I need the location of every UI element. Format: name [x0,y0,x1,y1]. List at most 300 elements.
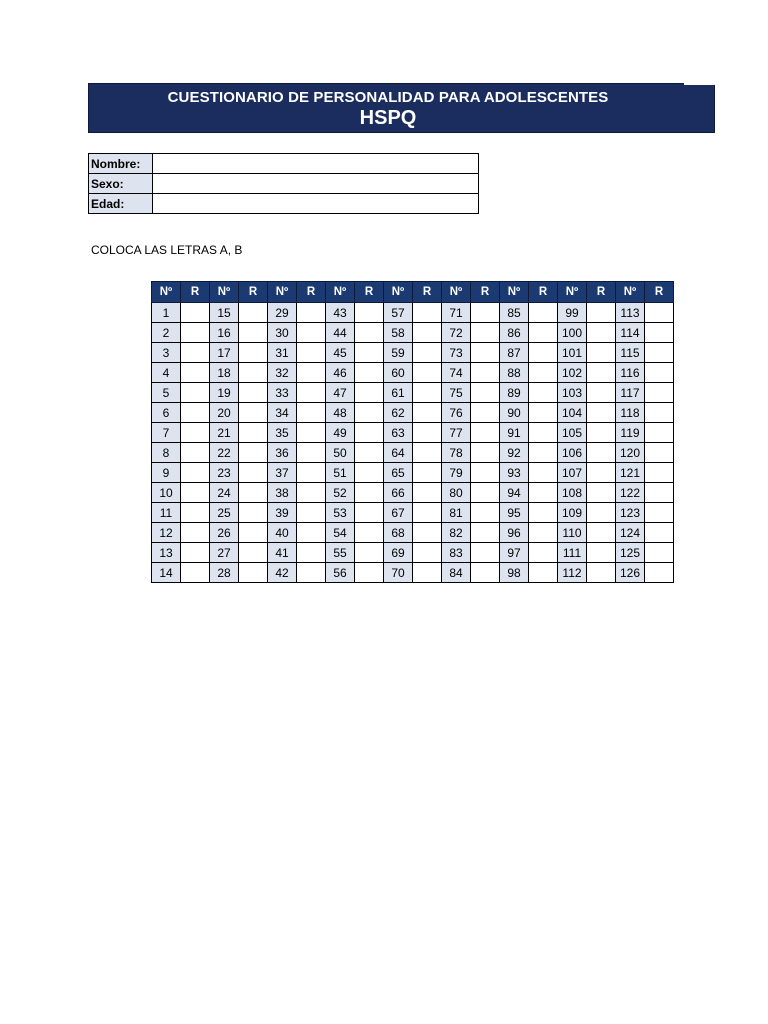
answer-cell-82[interactable] [471,523,500,543]
answer-column-header: R [239,282,268,303]
question-number-13: 13 [152,543,181,563]
question-number-12: 12 [152,523,181,543]
answer-cell-122[interactable] [645,483,674,503]
question-number-100: 100 [558,323,587,343]
answer-cell-109[interactable] [587,503,616,523]
question-number-117: 117 [616,383,645,403]
answer-cell-53[interactable] [355,503,384,523]
number-column-header: Nº [268,282,297,303]
question-number-104: 104 [558,403,587,423]
answer-cell-87[interactable] [529,343,558,363]
answer-cell-75[interactable] [471,383,500,403]
question-number-52: 52 [326,483,355,503]
answer-cell-27[interactable] [239,543,268,563]
answer-cell-70[interactable] [413,563,442,583]
answer-cell-117[interactable] [645,383,674,403]
answer-cell-98[interactable] [529,563,558,583]
question-number-36: 36 [268,443,297,463]
question-number-44: 44 [326,323,355,343]
answer-sheet-row [152,343,674,363]
answer-cell-43[interactable] [355,303,384,323]
question-number-122: 122 [616,483,645,503]
question-number-74: 74 [442,363,471,383]
answer-sheet-header-row [152,282,674,303]
question-number-110: 110 [558,523,587,543]
question-number-78: 78 [442,443,471,463]
answer-cell-25[interactable] [239,503,268,523]
question-number-58: 58 [384,323,413,343]
answer-cell-44[interactable] [355,323,384,343]
answer-cell-16[interactable] [239,323,268,343]
question-number-107: 107 [558,463,587,483]
answer-cell-88[interactable] [529,363,558,383]
question-number-114: 114 [616,323,645,343]
answer-cell-2[interactable] [181,323,210,343]
question-number-24: 24 [210,483,239,503]
answer-column-header: R [529,282,558,303]
question-number-85: 85 [500,303,529,323]
answer-sheet-row [152,303,674,323]
answer-cell-89[interactable] [529,383,558,403]
question-number-101: 101 [558,343,587,363]
answer-cell-29[interactable] [297,303,326,323]
question-number-82: 82 [442,523,471,543]
answer-cell-119[interactable] [645,423,674,443]
number-column-header: Nº [326,282,355,303]
answer-cell-7[interactable] [181,423,210,443]
question-number-15: 15 [210,303,239,323]
question-number-67: 67 [384,503,413,523]
number-column-header: Nº [500,282,529,303]
question-number-62: 62 [384,403,413,423]
answer-cell-121[interactable] [645,463,674,483]
edad-label: Edad: [89,194,153,214]
number-column-header: Nº [616,282,645,303]
answer-cell-32[interactable] [297,363,326,383]
answer-cell-23[interactable] [239,463,268,483]
question-number-86: 86 [500,323,529,343]
answer-cell-72[interactable] [471,323,500,343]
question-number-61: 61 [384,383,413,403]
answer-cell-83[interactable] [471,543,500,563]
question-number-112: 112 [558,563,587,583]
question-number-66: 66 [384,483,413,503]
question-number-22: 22 [210,443,239,463]
number-column-header: Nº [558,282,587,303]
answer-cell-118[interactable] [645,403,674,423]
answer-cell-69[interactable] [413,543,442,563]
answer-sheet-row [152,523,674,543]
answer-cell-58[interactable] [413,323,442,343]
question-number-41: 41 [268,543,297,563]
answer-cell-57[interactable] [413,303,442,323]
question-number-126: 126 [616,563,645,583]
question-number-45: 45 [326,343,355,363]
answer-cell-8[interactable] [181,443,210,463]
answer-cell-90[interactable] [529,403,558,423]
question-number-68: 68 [384,523,413,543]
answer-column-header: R [297,282,326,303]
answer-cell-100[interactable] [587,323,616,343]
answer-cell-108[interactable] [587,483,616,503]
question-number-99: 99 [558,303,587,323]
answer-cell-71[interactable] [471,303,500,323]
answer-cell-94[interactable] [529,483,558,503]
answer-cell-12[interactable] [181,523,210,543]
answer-cell-45[interactable] [355,343,384,363]
answer-cell-126[interactable] [645,563,674,583]
answer-cell-106[interactable] [587,443,616,463]
question-number-42: 42 [268,563,297,583]
question-number-111: 111 [558,543,587,563]
answer-cell-21[interactable] [239,423,268,443]
sexo-label: Sexo: [89,174,153,194]
answer-cell-54[interactable] [355,523,384,543]
question-number-119: 119 [616,423,645,443]
question-number-20: 20 [210,403,239,423]
question-number-116: 116 [616,363,645,383]
answer-cell-111[interactable] [587,543,616,563]
answer-cell-96[interactable] [529,523,558,543]
answer-cell-39[interactable] [297,503,326,523]
personal-info-form [88,153,479,214]
answer-column-header: R [355,282,384,303]
answer-cell-59[interactable] [413,343,442,363]
question-number-47: 47 [326,383,355,403]
answer-cell-91[interactable] [529,423,558,443]
answer-sheet-row [152,483,674,503]
question-number-65: 65 [384,463,413,483]
answer-cell-49[interactable] [355,423,384,443]
question-number-70: 70 [384,563,413,583]
answer-cell-112[interactable] [587,563,616,583]
question-number-88: 88 [500,363,529,383]
answer-cell-60[interactable] [413,363,442,383]
question-number-103: 103 [558,383,587,403]
question-number-123: 123 [616,503,645,523]
answer-cell-110[interactable] [587,523,616,543]
answer-cell-124[interactable] [645,523,674,543]
question-number-80: 80 [442,483,471,503]
answer-cell-37[interactable] [297,463,326,483]
answer-cell-107[interactable] [587,463,616,483]
answer-sheet-row [152,383,674,403]
answer-cell-36[interactable] [297,443,326,463]
answer-cell-103[interactable] [587,383,616,403]
question-number-64: 64 [384,443,413,463]
question-number-14: 14 [152,563,181,583]
answer-cell-80[interactable] [471,483,500,503]
answer-column-header: R [413,282,442,303]
answer-cell-102[interactable] [587,363,616,383]
question-number-57: 57 [384,303,413,323]
answer-cell-20[interactable] [239,403,268,423]
info-row-nombre [89,154,479,174]
question-number-51: 51 [326,463,355,483]
question-number-35: 35 [268,423,297,443]
answer-cell-85[interactable] [529,303,558,323]
answer-cell-46[interactable] [355,363,384,383]
question-number-115: 115 [616,343,645,363]
question-number-73: 73 [442,343,471,363]
answer-cell-9[interactable] [181,463,210,483]
answer-cell-81[interactable] [471,503,500,523]
question-number-16: 16 [210,323,239,343]
nombre-field[interactable] [153,154,479,174]
question-number-71: 71 [442,303,471,323]
answer-cell-101[interactable] [587,343,616,363]
question-number-69: 69 [384,543,413,563]
sexo-field[interactable] [153,174,479,194]
question-number-40: 40 [268,523,297,543]
answer-cell-18[interactable] [239,363,268,383]
question-number-87: 87 [500,343,529,363]
answer-cell-24[interactable] [239,483,268,503]
answer-cell-120[interactable] [645,443,674,463]
question-number-83: 83 [442,543,471,563]
question-number-79: 79 [442,463,471,483]
answer-cell-13[interactable] [181,543,210,563]
question-number-55: 55 [326,543,355,563]
info-row-sexo [89,174,479,194]
question-number-9: 9 [152,463,181,483]
question-number-39: 39 [268,503,297,523]
question-number-92: 92 [500,443,529,463]
question-number-7: 7 [152,423,181,443]
answer-column-header: R [587,282,616,303]
instructions-text: COLOCA LAS LETRAS A, B [91,243,243,257]
answer-sheet-row [152,503,674,523]
answer-cell-77[interactable] [471,423,500,443]
banner-edge [684,83,715,85]
answer-cell-123[interactable] [645,503,674,523]
answer-cell-40[interactable] [297,523,326,543]
question-number-118: 118 [616,403,645,423]
question-number-28: 28 [210,563,239,583]
question-number-60: 60 [384,363,413,383]
answer-column-header: R [645,282,674,303]
page-subtitle: HSPQ [359,107,417,129]
answer-sheet-row [152,563,674,583]
edad-field[interactable] [153,194,479,214]
answer-cell-76[interactable] [471,403,500,423]
question-number-10: 10 [152,483,181,503]
answer-sheet-table [151,281,674,583]
answer-column-header: R [471,282,500,303]
question-number-59: 59 [384,343,413,363]
answer-cell-97[interactable] [529,543,558,563]
question-number-56: 56 [326,563,355,583]
question-number-33: 33 [268,383,297,403]
question-number-2: 2 [152,323,181,343]
question-number-89: 89 [500,383,529,403]
answer-sheet-row [152,323,674,343]
question-number-50: 50 [326,443,355,463]
answer-cell-84[interactable] [471,563,500,583]
answer-cell-50[interactable] [355,443,384,463]
title-banner [88,83,715,133]
question-number-106: 106 [558,443,587,463]
question-number-125: 125 [616,543,645,563]
question-number-124: 124 [616,523,645,543]
answer-cell-92[interactable] [529,443,558,463]
question-number-109: 109 [558,503,587,523]
answer-cell-79[interactable] [471,463,500,483]
info-row-edad [89,194,479,214]
question-number-48: 48 [326,403,355,423]
answer-cell-56[interactable] [355,563,384,583]
question-number-121: 121 [616,463,645,483]
question-number-76: 76 [442,403,471,423]
answer-cell-65[interactable] [413,463,442,483]
question-number-84: 84 [442,563,471,583]
question-number-90: 90 [500,403,529,423]
answer-cell-33[interactable] [297,383,326,403]
question-number-21: 21 [210,423,239,443]
answer-cell-105[interactable] [587,423,616,443]
answer-cell-62[interactable] [413,403,442,423]
question-number-8: 8 [152,443,181,463]
answer-cell-63[interactable] [413,423,442,443]
question-number-11: 11 [152,503,181,523]
answer-cell-6[interactable] [181,403,210,423]
question-number-1: 1 [152,303,181,323]
answer-cell-64[interactable] [413,443,442,463]
answer-cell-3[interactable] [181,343,210,363]
answer-cell-51[interactable] [355,463,384,483]
question-number-31: 31 [268,343,297,363]
question-number-91: 91 [500,423,529,443]
question-number-97: 97 [500,543,529,563]
question-number-105: 105 [558,423,587,443]
answer-cell-1[interactable] [181,303,210,323]
answer-cell-34[interactable] [297,403,326,423]
question-number-38: 38 [268,483,297,503]
answer-cell-116[interactable] [645,363,674,383]
question-number-120: 120 [616,443,645,463]
answer-sheet-row [152,423,674,443]
question-number-18: 18 [210,363,239,383]
question-number-54: 54 [326,523,355,543]
question-number-3: 3 [152,343,181,363]
number-column-header: Nº [210,282,239,303]
answer-cell-66[interactable] [413,483,442,503]
answer-cell-78[interactable] [471,443,500,463]
question-number-25: 25 [210,503,239,523]
question-number-26: 26 [210,523,239,543]
answer-cell-113[interactable] [645,303,674,323]
answer-cell-93[interactable] [529,463,558,483]
number-column-header: Nº [384,282,413,303]
answer-cell-99[interactable] [587,303,616,323]
question-number-63: 63 [384,423,413,443]
answer-cell-5[interactable] [181,383,210,403]
answer-cell-104[interactable] [587,403,616,423]
answer-sheet-row [152,543,674,563]
question-number-23: 23 [210,463,239,483]
question-number-96: 96 [500,523,529,543]
number-column-header: Nº [442,282,471,303]
question-number-98: 98 [500,563,529,583]
answer-cell-74[interactable] [471,363,500,383]
answer-cell-28[interactable] [239,563,268,583]
answer-cell-47[interactable] [355,383,384,403]
answer-cell-30[interactable] [297,323,326,343]
question-number-95: 95 [500,503,529,523]
answer-column-header: R [181,282,210,303]
answer-cell-55[interactable] [355,543,384,563]
answer-cell-86[interactable] [529,323,558,343]
answer-cell-10[interactable] [181,483,210,503]
question-number-46: 46 [326,363,355,383]
question-number-29: 29 [268,303,297,323]
answer-cell-67[interactable] [413,503,442,523]
question-number-102: 102 [558,363,587,383]
question-number-108: 108 [558,483,587,503]
question-number-17: 17 [210,343,239,363]
answer-cell-68[interactable] [413,523,442,543]
answer-sheet-body [152,303,674,583]
number-column-header: Nº [152,282,181,303]
answer-cell-15[interactable] [239,303,268,323]
question-number-30: 30 [268,323,297,343]
answer-sheet-row [152,443,674,463]
question-number-93: 93 [500,463,529,483]
answer-cell-114[interactable] [645,323,674,343]
answer-cell-115[interactable] [645,343,674,363]
answer-cell-11[interactable] [181,503,210,523]
answer-cell-4[interactable] [181,363,210,383]
answer-cell-42[interactable] [297,563,326,583]
answer-sheet-row [152,403,674,423]
question-number-5: 5 [152,383,181,403]
question-number-53: 53 [326,503,355,523]
answer-cell-41[interactable] [297,543,326,563]
answer-cell-48[interactable] [355,403,384,423]
question-number-77: 77 [442,423,471,443]
question-number-27: 27 [210,543,239,563]
question-number-81: 81 [442,503,471,523]
page-title: CUESTIONARIO DE PERSONALIDAD PARA ADOLESCENTES [167,89,609,106]
answer-cell-61[interactable] [413,383,442,403]
answer-sheet-row [152,463,674,483]
question-number-4: 4 [152,363,181,383]
answer-sheet-row [152,363,674,383]
answer-cell-35[interactable] [297,423,326,443]
answer-cell-22[interactable] [239,443,268,463]
nombre-label: Nombre: [89,154,153,174]
answer-cell-17[interactable] [239,343,268,363]
answer-cell-14[interactable] [181,563,210,583]
answer-cell-26[interactable] [239,523,268,543]
answer-cell-38[interactable] [297,483,326,503]
answer-cell-125[interactable] [645,543,674,563]
question-number-113: 113 [616,303,645,323]
answer-cell-52[interactable] [355,483,384,503]
question-number-32: 32 [268,363,297,383]
question-number-72: 72 [442,323,471,343]
question-number-6: 6 [152,403,181,423]
answer-cell-19[interactable] [239,383,268,403]
question-number-49: 49 [326,423,355,443]
answer-cell-31[interactable] [297,343,326,363]
answer-cell-95[interactable] [529,503,558,523]
question-number-43: 43 [326,303,355,323]
question-number-34: 34 [268,403,297,423]
question-number-37: 37 [268,463,297,483]
answer-cell-73[interactable] [471,343,500,363]
question-number-19: 19 [210,383,239,403]
